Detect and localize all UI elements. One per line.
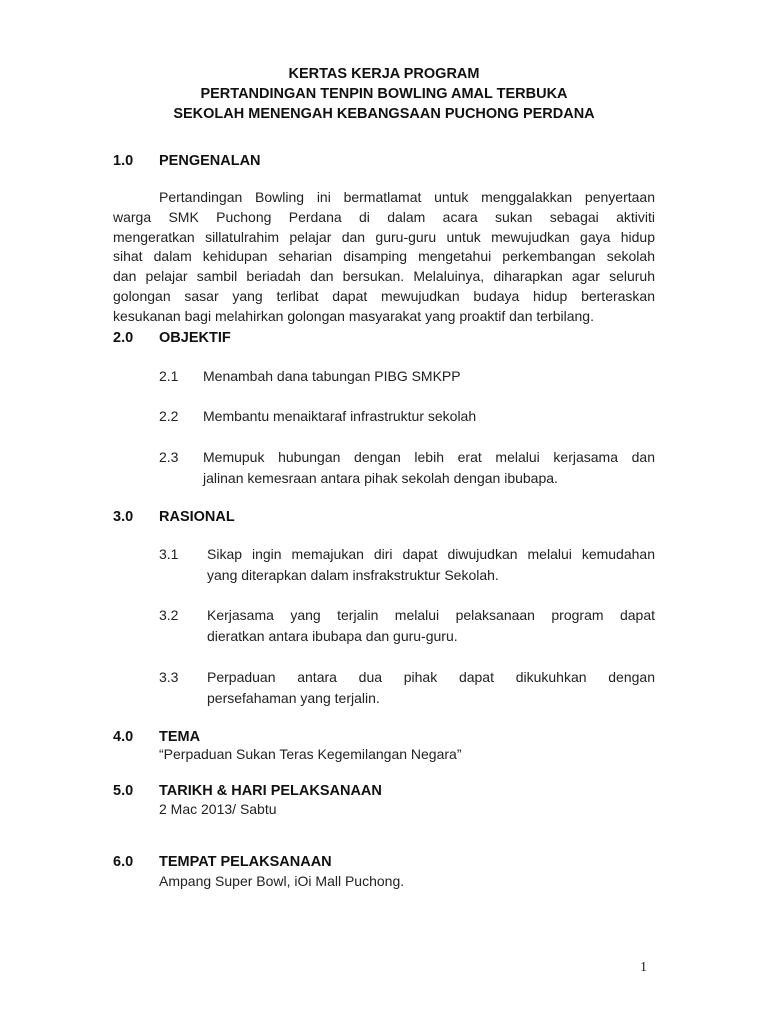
tempat-value: Ampang Super Bowl, iOi Mall Puchong. — [159, 873, 405, 889]
item-text: persefahaman yang terjalin. — [207, 690, 380, 706]
section-label: TARIKH & HARI PELAKSANAAN — [159, 783, 382, 799]
section-label: TEMA — [159, 729, 201, 745]
item-text: Perpaduan antara dua pihak dapat dikukuhkan dengan — [207, 669, 655, 685]
item-text: Memupuk hubungan dengan lebih erat melalui kerjasama dan — [203, 449, 655, 465]
item-text: Sikap ingin memajukan diri dapat diwujudkan melalui kemudahan — [207, 546, 655, 562]
item-text: Menambah dana tabungan PIBG SMKPP — [203, 368, 461, 384]
section-label: RASIONAL — [159, 509, 235, 525]
title-line-1: KERTAS KERJA PROGRAM — [288, 66, 480, 82]
section-number: 6.0 — [113, 854, 134, 870]
item-text: Membantu menaiktaraf infrastruktur sekolah — [203, 408, 477, 424]
section-number: 1.0 — [113, 153, 134, 169]
paragraph-line: kesukanan bagi melahirkan golongan masyarakat yang proaktif dan terbilang. — [113, 307, 594, 324]
title-line-2: PERTANDINGAN TENPIN BOWLING AMAL TERBUKA — [200, 86, 568, 102]
section-number: 4.0 — [113, 729, 134, 745]
item-number: 3.2 — [159, 607, 179, 623]
item-number: 3.3 — [159, 669, 179, 685]
document-title — [0, 64, 768, 124]
page-number: 1 — [640, 960, 647, 975]
item-number: 3.1 — [159, 546, 179, 562]
paragraph-line: dan pelajar sambil beriadah dan bersukan. Melaluinya, diharapkan agar seluruh — [113, 268, 655, 285]
item-text: yang diterapkan dalam insfrakstruktur Sekolah. — [207, 567, 499, 583]
item-text: jalinan kemesraan antara pihak sekolah dengan ibubapa. — [203, 470, 558, 486]
paragraph-line: sihat dalam kehidupan seharian disamping mengetahui perkembangan sekolah — [113, 248, 655, 265]
paragraph-line: mengeratkan sillatulrahim pelajar dan guru-guru untuk mewujudkan gaya hidup — [113, 228, 655, 245]
item-number: 2.3 — [159, 449, 179, 465]
section-label: OBJEKTIF — [159, 330, 231, 346]
pengenalan-paragraph — [113, 188, 655, 327]
paragraph-line: warga SMK Puchong Perdana di dalam acara sukan sebagai aktiviti — [113, 208, 655, 225]
item-text: dieratkan antara ibubapa dan guru-guru. — [207, 628, 458, 644]
tarikh-value: 2 Mac 2013/ Sabtu — [159, 801, 277, 817]
section-label: PENGENALAN — [159, 153, 261, 169]
paragraph-line: golongan sasar yang terlibat dapat mewujudkan budaya hidup berteraskan — [113, 287, 655, 304]
tema-value: “Perpaduan Sukan Teras Kegemilangan Negara” — [159, 746, 462, 762]
section-number: 5.0 — [113, 783, 134, 799]
section-number: 3.0 — [113, 509, 134, 525]
paragraph-line: Pertandingan Bowling ini bermatlamat untuk menggalakkan penyertaan — [159, 189, 655, 205]
section-label: TEMPAT PELAKSANAAN — [159, 854, 332, 870]
item-number: 2.1 — [159, 368, 179, 384]
item-text: Kerjasama yang terjalin melalui pelaksanaan program dapat — [207, 607, 655, 623]
item-number: 2.2 — [159, 408, 179, 424]
section-number: 2.0 — [113, 330, 134, 346]
title-line-3: SEKOLAH MENENGAH KEBANGSAAN PUCHONG PERDANA — [173, 106, 595, 122]
